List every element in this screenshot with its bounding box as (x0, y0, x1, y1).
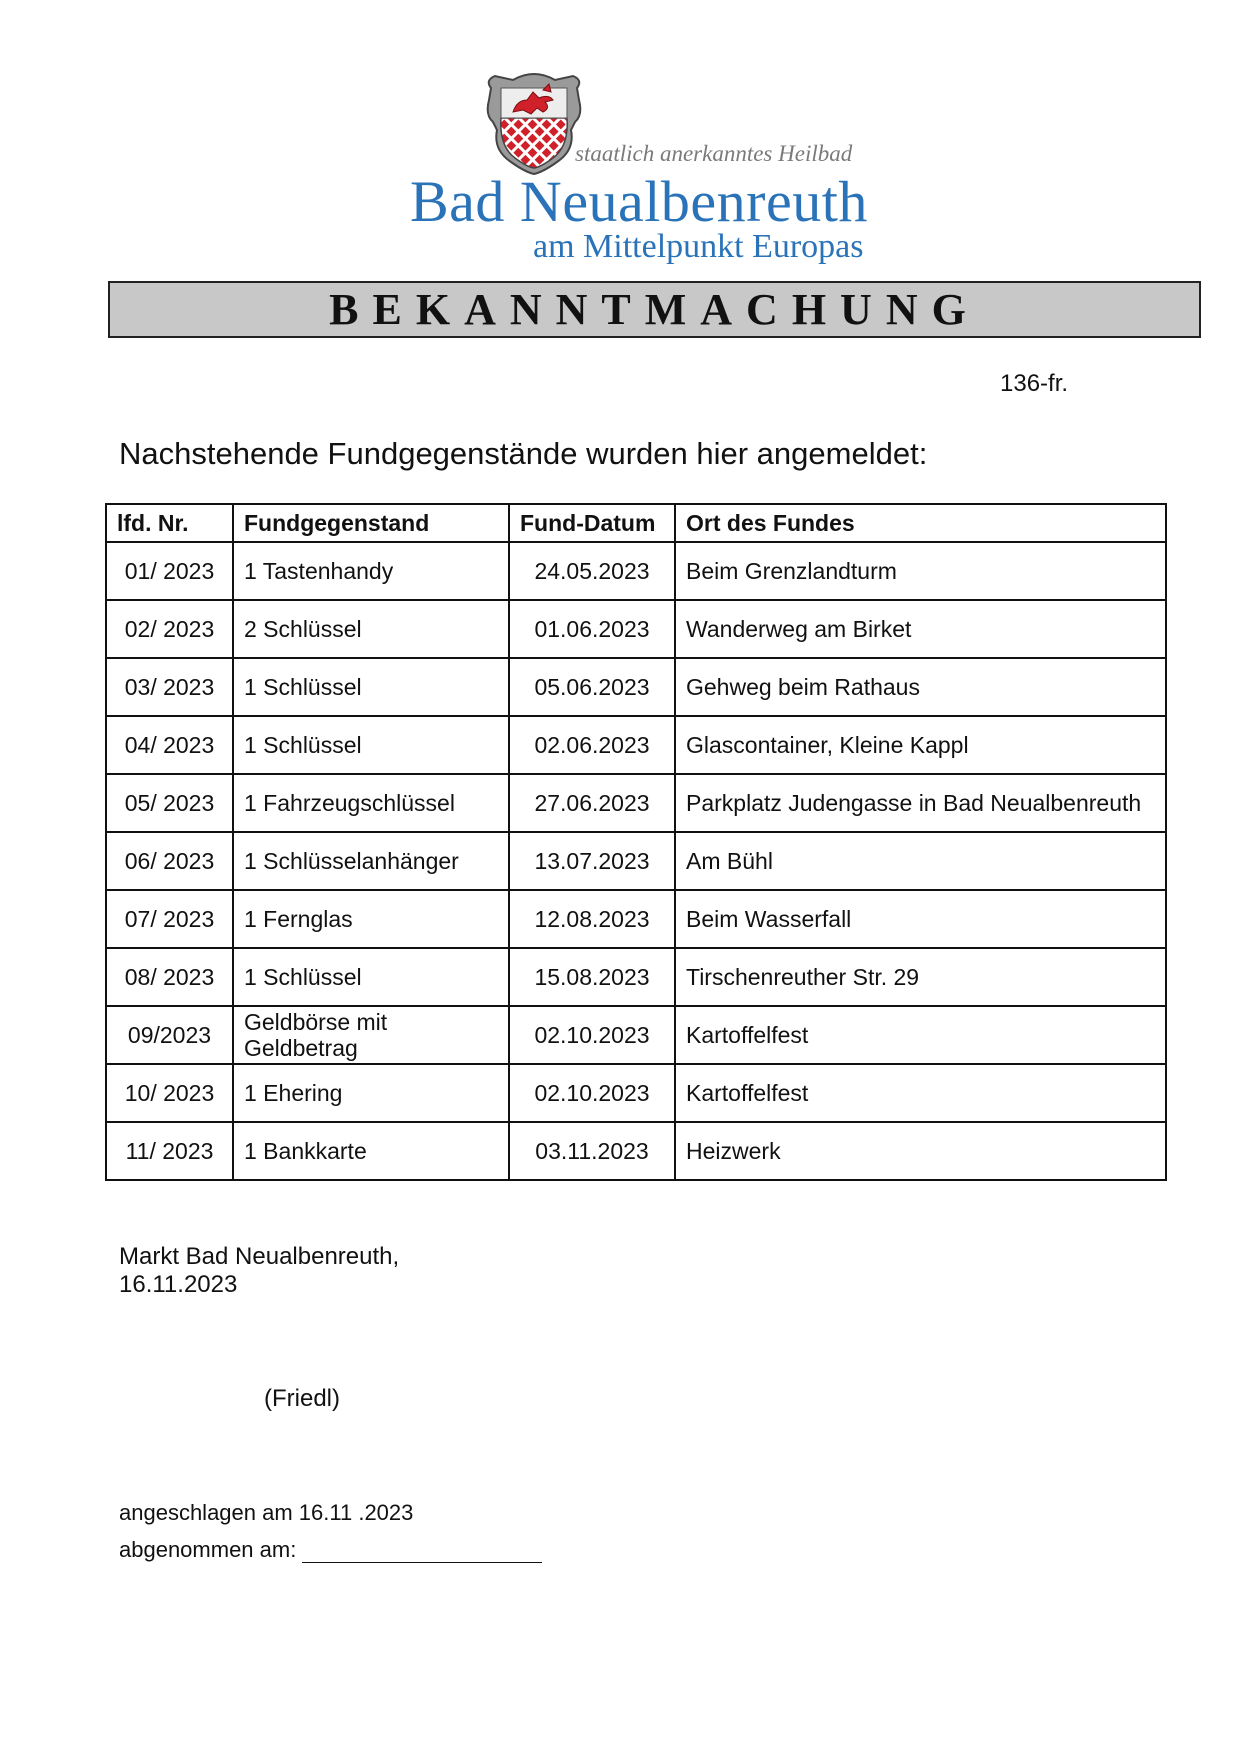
row-place: Am Bühl (675, 832, 1166, 890)
blank-line (302, 1540, 542, 1563)
row-item: 1 Ehering (233, 1064, 509, 1122)
table-row (106, 1064, 1166, 1122)
table-row (106, 658, 1166, 716)
found-items-table (105, 503, 1167, 1181)
row-number: 09/2023 (106, 1006, 233, 1064)
row-date: 27.06.2023 (509, 774, 675, 832)
column-header-place: Ort des Fundes (675, 504, 1166, 542)
row-item: 1 Schlüsselanhänger (233, 832, 509, 890)
signature-name: (Friedl) (264, 1385, 340, 1412)
table-row (106, 832, 1166, 890)
row-date: 05.06.2023 (509, 658, 675, 716)
row-item: 1 Schlüssel (233, 948, 509, 1006)
place-and-date: Markt Bad Neualbenreuth, 16.11.2023 (119, 1243, 400, 1298)
reference-number: 136-fr. (1000, 370, 1069, 397)
row-place: Kartoffelfest (675, 1006, 1166, 1064)
row-item: 1 Fahrzeugschlüssel (233, 774, 509, 832)
row-date: 02.06.2023 (509, 716, 675, 774)
row-place: Glascontainer, Kleine Kappl (675, 716, 1166, 774)
row-number: 01/ 2023 (106, 542, 233, 600)
announcement-banner: BEKANNTMACHUNG (108, 281, 1201, 338)
row-place: Parkplatz Judengasse in Bad Neualbenreuth (675, 774, 1166, 832)
table-row (106, 890, 1166, 948)
table-row (106, 1006, 1166, 1064)
row-place: Kartoffelfest (675, 1064, 1166, 1122)
row-date: 15.08.2023 (509, 948, 675, 1006)
row-item: 2 Schlüssel (233, 600, 509, 658)
row-item: 1 Fernglas (233, 890, 509, 948)
posted-date: angeschlagen am 16.11 .2023 (119, 1500, 414, 1525)
row-item: 1 Tastenhandy (233, 542, 509, 600)
row-date: 24.05.2023 (509, 542, 675, 600)
table-row (106, 542, 1166, 600)
column-header-number: lfd. Nr. (106, 504, 233, 542)
row-item: 1 Schlüssel (233, 658, 509, 716)
table-header-row (106, 504, 1166, 542)
row-place: Heizwerk (675, 1122, 1166, 1180)
row-number: 10/ 2023 (106, 1064, 233, 1122)
row-date: 12.08.2023 (509, 890, 675, 948)
row-number: 06/ 2023 (106, 832, 233, 890)
row-number: 11/ 2023 (106, 1122, 233, 1180)
table-row (106, 1122, 1166, 1180)
row-date: 01.06.2023 (509, 600, 675, 658)
row-number: 03/ 2023 (106, 658, 233, 716)
row-place: Beim Grenzlandturm (675, 542, 1166, 600)
table-row (106, 948, 1166, 1006)
dragon-coat-of-arms-icon (483, 70, 585, 176)
column-header-date: Fund-Datum (509, 504, 675, 542)
municipality-logo (410, 70, 885, 270)
row-number: 04/ 2023 (106, 716, 233, 774)
row-date: 03.11.2023 (509, 1122, 675, 1180)
row-item: Geldbörse mit Geldbetrag (233, 1006, 509, 1064)
removed-label: abgenommen am: (119, 1537, 297, 1562)
row-place: Tirschenreuther Str. 29 (675, 948, 1166, 1006)
table-row (106, 600, 1166, 658)
row-number: 07/ 2023 (106, 890, 233, 948)
row-item: 1 Schlüssel (233, 716, 509, 774)
row-date: 13.07.2023 (509, 832, 675, 890)
column-header-item: Fundgegenstand (233, 504, 509, 542)
row-number: 05/ 2023 (106, 774, 233, 832)
row-item: 1 Bankkarte (233, 1122, 509, 1180)
tagline: staatlich anerkanntes Heilbad (575, 141, 853, 166)
intro-text: Nachstehende Fundgegenstände wurden hier angemeldet: (119, 436, 928, 471)
table-row (106, 774, 1166, 832)
removed-date-line (119, 1537, 542, 1563)
brand-subtitle: am Mittelpunkt Europas (533, 228, 864, 265)
row-date: 02.10.2023 (509, 1006, 675, 1064)
row-place: Gehweg beim Rathaus (675, 658, 1166, 716)
row-number: 02/ 2023 (106, 600, 233, 658)
row-place: Beim Wasserfall (675, 890, 1166, 948)
row-date: 02.10.2023 (509, 1064, 675, 1122)
row-number: 08/ 2023 (106, 948, 233, 1006)
row-place: Wanderweg am Birket (675, 600, 1166, 658)
table-row (106, 716, 1166, 774)
brand-name: Bad Neualbenreuth (410, 169, 868, 234)
